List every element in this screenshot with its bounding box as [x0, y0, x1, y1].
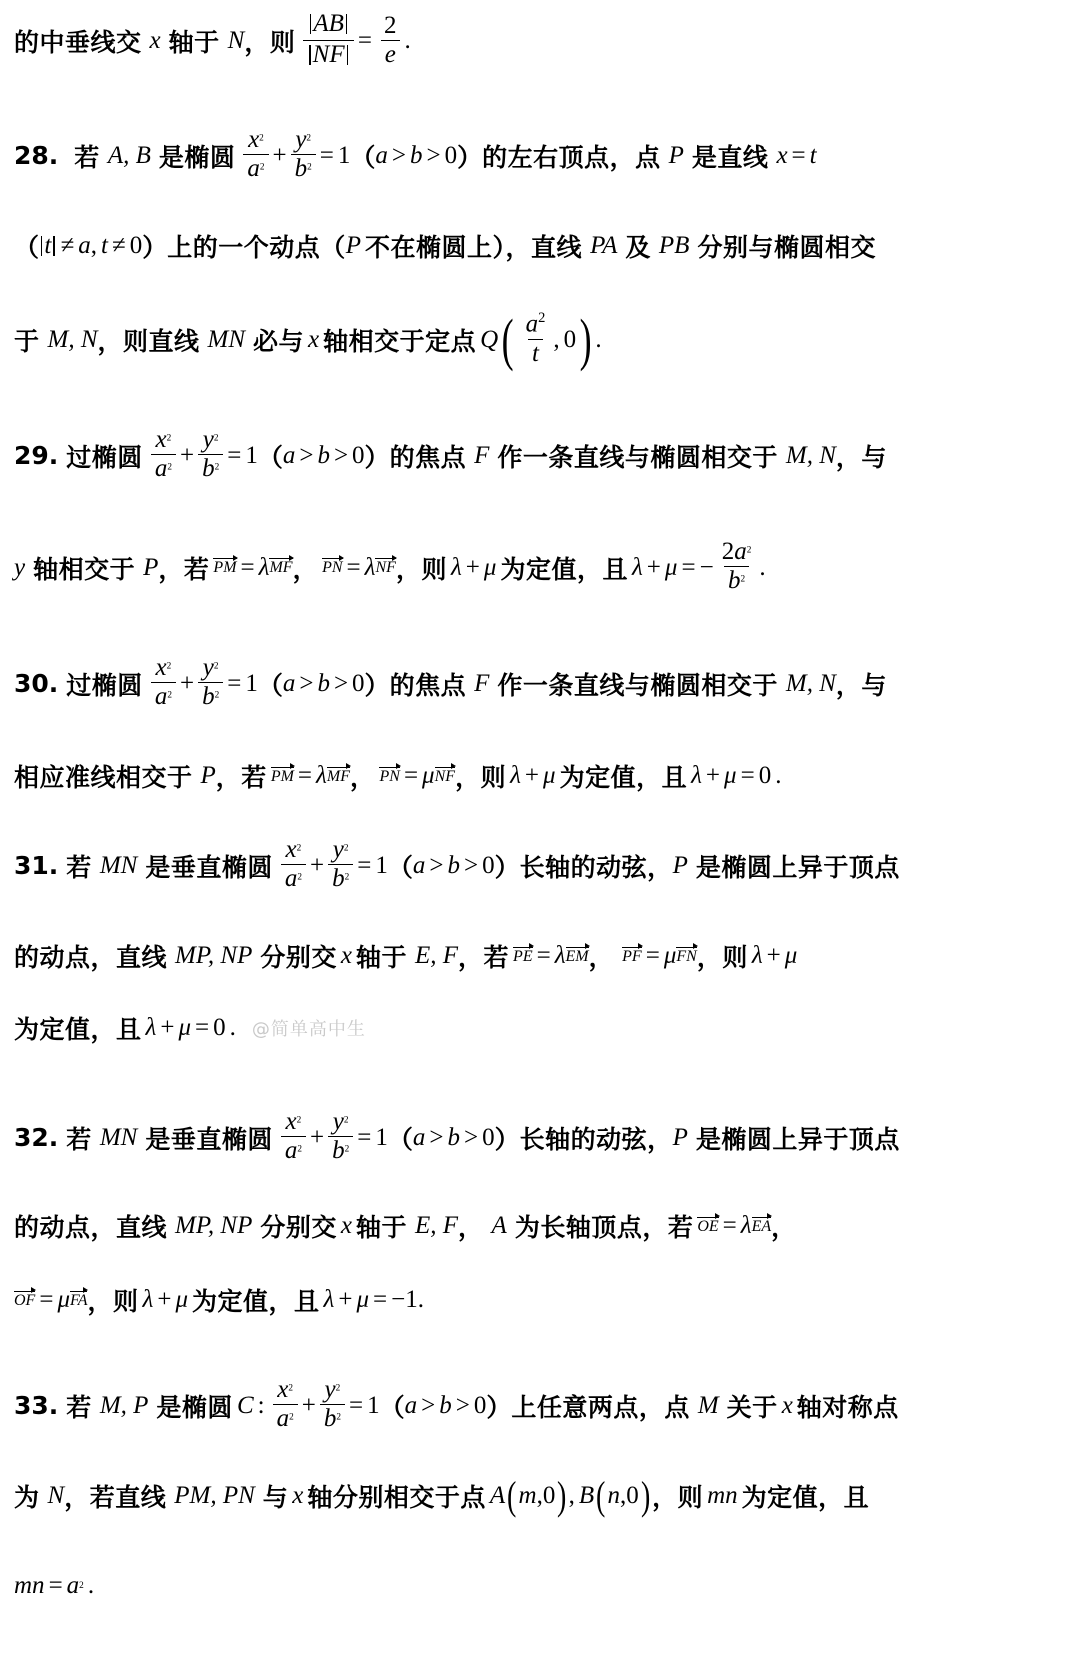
math-points-MP: M, P — [99, 1391, 149, 1419]
math-var-x: x — [149, 27, 161, 55]
item-number-31: 31. — [14, 851, 59, 881]
text-run: 是垂直椭圆 — [145, 852, 273, 882]
text-run: 长轴的动弦， — [519, 1124, 673, 1154]
text-run: 轴于 — [355, 1213, 407, 1242]
text-run: 轴对称点 — [796, 1392, 899, 1422]
text-run: ，若 — [215, 763, 267, 792]
math-vector-NF: NF — [434, 767, 456, 785]
item-number-28: 28. — [14, 141, 59, 171]
paragraph-28-line2: （ t ≠ a , t ≠ 0 ） 上的一个动点（ P 不在椭圆上），直线 PA 及 PB 分别与椭圆相交 — [14, 228, 876, 264]
paragraph-29-line2: y 轴相交于 P ，若 PM = λ MF ， PN = λ NF ，则 λ + μ 为定值，且 λ + μ = − $\frac{2a^2}{b^2}$ . — [14, 538, 766, 595]
fraction-AB-NF: $\frac{AB}{NF}$ — [303, 11, 354, 70]
text-run: 的左右顶点，点 — [482, 142, 661, 172]
text-run: ，若直线 — [64, 1483, 167, 1512]
paragraph-30-line1: 30. 过椭圆 $\frac{x^2}{a^2}$ + $\frac{y^2}{b^2}$ = 1 （ a > b > 0 ） 的焦点 F 作一条直线与椭圆相交于 M, N ，与 — [14, 654, 887, 711]
text-run: ， — [292, 554, 319, 584]
text-run: 为定值，且 — [741, 1483, 870, 1512]
math-line-PB: PB — [658, 232, 690, 259]
text-run: ， — [244, 28, 270, 58]
text-run: 若 — [74, 142, 100, 172]
text-run: 过椭圆 — [66, 442, 143, 472]
paragraph-33-line3: mn = a 2 . — [14, 1572, 95, 1599]
math-chord-MN: MN — [99, 851, 138, 879]
text-run: ，若 — [458, 943, 510, 972]
math-vector-PM: PM — [213, 559, 237, 577]
text-run: ，则直线 — [97, 326, 200, 356]
math-vector-OE: OE — [697, 1217, 719, 1235]
item-number-33: 33. — [14, 1391, 59, 1421]
text-run: ，则 — [395, 554, 447, 584]
fraction-2a2-b2: $\frac{2a^2}{b^2}$ — [721, 538, 752, 595]
text-run: ， — [771, 1213, 797, 1242]
text-run: 轴分别相交于点 — [307, 1483, 486, 1512]
math-vector-EM: EM — [565, 947, 589, 965]
paragraph-28-line3: 于 M, N ，则直线 MN 必与 x 轴相交于定点 Q ( $\frac{a^2}{t}$ , 0 ) . — [14, 307, 602, 373]
text-run: 相应准线相交于 — [14, 763, 193, 792]
math-vector-PE: PE — [513, 947, 533, 965]
math-var-P: P — [668, 141, 684, 169]
text-run: 必与 — [253, 326, 305, 356]
text-run: 分别与椭圆相交 — [697, 233, 876, 262]
text-run: 的中垂线交 — [14, 28, 142, 58]
fraction-x2-a2: $\frac{x^2}{a^2}$ — [243, 127, 268, 183]
text-run: 轴于 — [355, 943, 407, 972]
text-run: 不在椭圆上），直线 — [365, 233, 583, 262]
math-vector-PN: PN — [379, 767, 400, 785]
math-point-Q: Q — [480, 325, 499, 353]
text-run: ，则 — [87, 1287, 139, 1316]
text-run: 为定值，且 — [14, 1015, 142, 1044]
text-run: （ — [350, 142, 376, 172]
text-run: 若 — [66, 1392, 92, 1422]
text-run: 过椭圆 — [66, 670, 143, 700]
math-vector-MF: MF — [326, 767, 350, 785]
text-run: 于 — [14, 326, 40, 356]
text-run: ， — [349, 763, 376, 792]
math-vector-EA: EA — [751, 1217, 772, 1235]
paragraph-27-tail — [14, 12, 411, 71]
text-run: 为定值，且 — [500, 554, 628, 584]
math-vector-NF: NF — [375, 559, 396, 577]
text-run: 的动点，直线 — [14, 943, 168, 972]
text-run: ，则 — [455, 763, 507, 792]
text-run: 为长轴顶点，若 — [514, 1213, 694, 1242]
text-run: ，与 — [835, 670, 887, 700]
watermark: @简单高中生 — [251, 1019, 366, 1040]
item-number-30: 30. — [14, 669, 59, 699]
text-run: 若 — [66, 852, 92, 882]
paragraph-33-line2: 为 N ，若直线 PM, PN 与 x 轴分别相交于点 A ( m , 0 ) , B ( n , 0 ) ，则 mn 为定值，且 — [14, 1473, 870, 1518]
text-run: 是椭圆 — [156, 1392, 233, 1422]
text-run: 则 — [269, 28, 296, 58]
paragraph-29-line1: 29. 过椭圆 $\frac{x^2}{a^2}$ + $\frac{y^2}{b^2}$ = 1 （ a > b > 0 ） 的焦点 F 作一条直线与椭圆相交于 M, N ，与 — [14, 426, 887, 483]
math-vector-PM: PM — [270, 767, 294, 785]
math-vars-AB: A, B — [107, 141, 151, 169]
paragraph-32-line2: 的动点，直线 MP, NP 分别交 x 轴于 E, F ， A 为长轴顶点，若 OE = λ EA ， — [14, 1208, 797, 1244]
text-run: ，若 — [158, 554, 210, 584]
text-run: 是椭圆 — [158, 142, 236, 172]
item-number-32: 32. — [14, 1123, 59, 1153]
text-run: ， — [458, 1213, 484, 1242]
math-vector-FN: FN — [676, 947, 697, 965]
text-run: 的焦点 — [389, 442, 467, 472]
math-vector-PN: PN — [322, 559, 343, 577]
text-run: 上任意两点，点 — [511, 1392, 690, 1422]
math-var-N: N — [227, 27, 245, 55]
paragraph-31-line1: 31. 若 MN 是垂直椭圆 $\frac{x^2}{a^2}$ + $\frac{y^2}{b^2}$ = 1 （ a > b > 0 ） 长轴的动弦， P 是椭圆上异于顶点 — [14, 836, 900, 893]
text-run: 是椭圆上异于顶点 — [695, 852, 900, 882]
paragraph-31-line2: 的动点，直线 MP, NP 分别交 x 轴于 E, F ，若 PE = λ EM ， PF = μ FN ，则 λ + μ — [14, 938, 797, 974]
text-run: 关于 — [726, 1392, 778, 1422]
text-run: 是垂直椭圆 — [145, 1124, 273, 1154]
math-lines-PM-PN: PM, PN — [174, 1482, 255, 1509]
paragraph-30-line2: 相应准线相交于 P ，若 PM = λ MF ， PN = μ NF ，则 λ + μ 为定值，且 λ + μ = 0 . — [14, 758, 781, 794]
text-run: 为定值，且 — [192, 1287, 320, 1316]
math-vector-PF: PF — [622, 947, 642, 965]
text-run: 轴相交于 — [33, 554, 136, 584]
math-lines-MP-NP: MP, NP — [175, 942, 253, 969]
fraction-y2-b2: $\frac{y^2}{b^2}$ — [291, 127, 316, 183]
text-run: 作一条直线与椭圆相交于 — [497, 670, 778, 700]
paragraph-32-line1: 32. 若 MN 是垂直椭圆 $\frac{x^2}{a^2}$ + $\frac{y^2}{b^2}$ = 1 （ a > b > 0 ） 长轴的动弦， P 是椭圆上异于顶点 — [14, 1108, 900, 1165]
text-run: ，则 — [652, 1483, 704, 1512]
math-point-F: F — [474, 441, 490, 469]
text-run: 分别交 — [260, 943, 337, 972]
paragraph-32-line3: OF = μ FA ，则 λ + μ 为定值，且 λ + μ = − 1 . — [14, 1282, 424, 1318]
paragraph-31-line3: 为定值，且 λ + μ = 0 . @简单高中生 — [14, 1010, 366, 1046]
text-run: ） — [457, 142, 483, 172]
text-run: ，与 — [835, 442, 887, 472]
math-vector-FA: FA — [70, 1291, 88, 1309]
text-run: 及 — [625, 233, 651, 262]
math-coordinates: ( $\frac{a^2}{t}$ , 0 ) — [501, 307, 592, 373]
math-vector-MF: MF — [269, 559, 293, 577]
math-line-PA: PA — [590, 232, 618, 259]
text-run: 为定值，且 — [559, 763, 688, 792]
text-run: 若 — [66, 1124, 92, 1154]
math-line-MN: MN — [207, 325, 246, 353]
text-run: 与 — [262, 1483, 289, 1512]
text-run: 的动点，直线 — [14, 1213, 168, 1242]
paragraph-33-line1: 33. 若 M, P 是椭圆 C : $\frac{x^2}{a^2}$ + $\frac{y^2}{b^2}$ = 1 （ a > b > 0 ） 上任意两点，点 M 关于 x 轴对称点 — [14, 1376, 899, 1433]
text-run: 的焦点 — [389, 670, 467, 700]
text-run: ， — [588, 943, 615, 972]
math-op-equals: = — [357, 27, 373, 55]
text-run: 是椭圆上异于顶点 — [695, 1124, 900, 1154]
text-run: 上的一个动点（ — [167, 233, 346, 262]
math-period: . — [404, 27, 411, 55]
text-run: ，则 — [696, 943, 748, 972]
text-run: 长轴的动弦， — [519, 852, 673, 882]
math-vector-OF: OF — [14, 1291, 36, 1309]
paragraph-28-line1: 28. 若 A, B 是椭圆 $\frac{x^2}{a^2}$ + $\frac{y^2}{b^2}$ = 1 （ a > b > 0 ） 的左右顶点，点 P 是直线 x = t — [14, 126, 817, 183]
math-vars-MN: M, N — [47, 325, 98, 353]
fraction-2-e: $\frac{2}{e}$ — [380, 13, 401, 69]
text-run: 为 — [14, 1483, 40, 1512]
text-run: 轴于 — [168, 28, 220, 58]
text-run: 作一条直线与椭圆相交于 — [497, 442, 778, 472]
text-run: 是直线 — [691, 142, 769, 172]
text-run: 轴相交于定点 — [323, 326, 477, 356]
text-run: 分别交 — [260, 1213, 337, 1242]
item-number-29: 29. — [14, 441, 59, 471]
